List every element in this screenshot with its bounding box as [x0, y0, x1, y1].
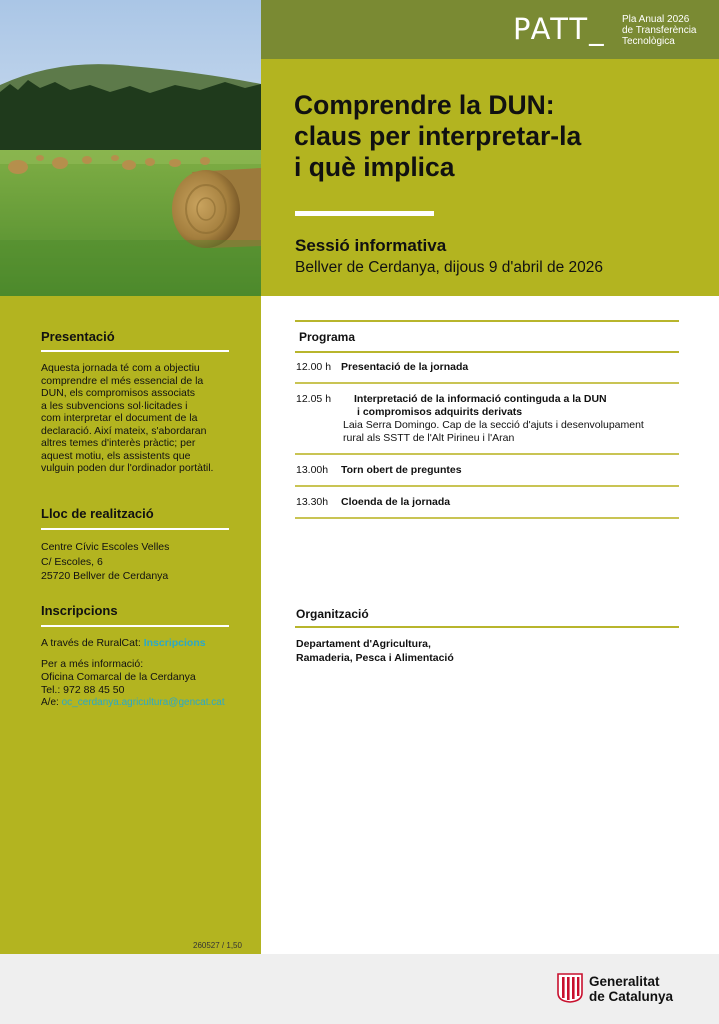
- registration-via: A través de RuralCat: Inscripcions: [41, 637, 206, 649]
- registration-rule: [41, 625, 229, 627]
- programme-head-rule: [295, 351, 679, 353]
- programme-divider: [295, 453, 679, 455]
- location-text: Centre Cívic Escoles Velles C/ Escoles, 6 25720 Bellver de Cerdanya: [41, 541, 170, 582]
- programme-divider: [295, 485, 679, 487]
- programme-top-rule: [295, 320, 679, 322]
- patt-logo-subtitle: Pla Anual 2026 de Transferència Tecnològica: [622, 14, 697, 47]
- location-rule: [41, 528, 229, 530]
- presentation-text: Aquesta jornada té com a objectiu comprendre el més essencial de la DUN, els compromisos associats a les subvencions sol·licitades i com interpretar el document de la declaració. Així mateix, s'abordaran altres temes d'interès pràctic; per aquest motiu, els assistents que vulguin poden dur l'ordinador portàtil.: [41, 362, 214, 474]
- programme-divider: [295, 517, 679, 519]
- hay-field-image: [0, 0, 261, 296]
- patt-logo: PATT_: [513, 12, 606, 46]
- programme-title-cont: i compromisos adquirits derivats: [357, 406, 523, 418]
- generalitat-logo-text: Generalitat de Catalunya: [589, 974, 674, 1004]
- email-link[interactable]: oc_cerdanya.agricultura@gencat.cat: [61, 697, 225, 708]
- programme-item: [296, 393, 680, 445]
- senyera-icon: [557, 973, 583, 1008]
- presentation-heading: Presentació: [41, 329, 115, 344]
- programme-title: Cloenda de la jornada: [341, 496, 451, 508]
- organization-rule: [295, 626, 679, 628]
- programme-title: Torn obert de preguntes: [341, 464, 462, 476]
- programme-title: Presentació de la jornada: [341, 361, 469, 373]
- location-heading: Lloc de realització: [41, 506, 154, 521]
- registration-link[interactable]: Inscripcions: [143, 637, 206, 649]
- organization-heading: Organització: [296, 607, 369, 621]
- programme-item: [296, 464, 680, 478]
- programme-time: 13.30h: [296, 496, 329, 508]
- page-title: Comprendre la DUN: claus per interpretar-la i què implica: [294, 90, 582, 182]
- programme-divider: [295, 382, 679, 384]
- programme-title: Interpretació de la informació continguda a la DUN: [354, 393, 607, 405]
- programme-time: 12.05 h: [296, 393, 332, 405]
- presentation-rule: [41, 350, 229, 352]
- reference-code: 260527 / 1,50: [193, 941, 242, 950]
- hero-photo: [0, 0, 261, 296]
- title-divider: [295, 211, 434, 216]
- registration-info: Per a més informació: Oficina Comarcal de la Cerdanya Tel.: 972 88 45 50: [41, 658, 196, 696]
- programme-item: [296, 496, 680, 510]
- event-type: Sessió informativa: [295, 236, 447, 255]
- programme-time: 13.00h: [296, 464, 329, 476]
- registration-heading: Inscripcions: [41, 603, 118, 618]
- programme-time: 12.00 h: [296, 361, 332, 373]
- programme-speaker-cont: rural als SSTT de l'Alt Pirineu i l'Aran: [343, 432, 515, 444]
- event-place-date: Bellver de Cerdanya, dijous 9 d'abril de 2026: [295, 259, 603, 276]
- organization-text: Departament d'Agricultura, Ramaderia, Pesca i Alimentació: [296, 638, 454, 664]
- registration-email-line: A/e: oc_cerdanya.agricultura@gencat.cat: [41, 697, 225, 708]
- programme-item: [296, 361, 680, 375]
- programme-heading: Programa: [299, 330, 356, 344]
- programme-speaker: Laia Serra Domingo. Cap de la secció d'ajuts i desenvolupament: [343, 419, 644, 431]
